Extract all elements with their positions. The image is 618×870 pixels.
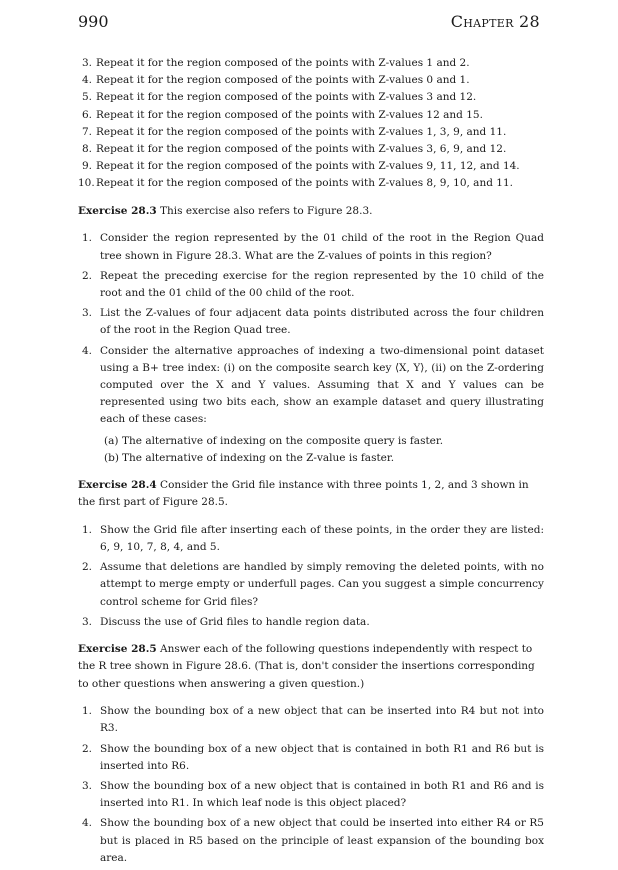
page-number: 990	[78, 12, 109, 31]
exercise-28-5-list	[78, 703, 544, 867]
list-item: 5. Repeat it for the region composed of the points with Z-values 3 and 12.	[81, 91, 477, 104]
list-item: 1. Show the bounding box of a new object that can be inserted into R4 but not into R3.	[81, 705, 544, 735]
list-item: 3. Show the bounding box of a new object that is contained in both R1 and R6 and is inserted into R1. In which leaf node is this object placed?	[81, 780, 544, 810]
list-item: 1. Consider the region represented by the 01 child of the root in the Region Quad tree shown in Figure 28.3. What are the Z-values of points in this region?	[81, 232, 544, 262]
list-item: (b) The alternative of indexing on the Z-value is faster.	[104, 451, 395, 464]
list-item: 10. Repeat it for the region composed of the points with Z-values 8, 9, 10, and 11.	[78, 177, 513, 190]
exercise-28-3-list	[78, 230, 544, 467]
list-item: 1. Show the Grid file after inserting each of these points, in the order they are listed: 6, 9, 10, 7, 8, 4, and 5.	[81, 523, 544, 554]
list-item: 4. Consider the alternative approaches of indexing a two-dimensional point dataset using a B+ tree index: (i) on the composite search key ⟨X, Y⟩, (ii) on the Z-ordering computed over the X and Y values. Assuming that X and Y values can be represented using two bits each, show an example dataset and query illustrating each of these cases: (a) The alternative of indexing on the composite query is faster. (b) The alternative of indexing on the Z-value is faster.	[78, 343, 544, 467]
exercise-28-3-sublist	[100, 433, 544, 467]
list-item: 7. Repeat it for the region composed of the points with Z-values 1, 3, 9, and 11.	[81, 125, 507, 138]
list-item: (a) The alternative of indexing on the composite query is faster.	[104, 434, 444, 447]
list-item: 2. Repeat the preceding exercise for the region represented by the 10 child of the root and the 01 child of the 00 child of the root.	[81, 269, 544, 299]
running-header	[78, 12, 540, 34]
chapter-title: Chapter 28	[450, 12, 540, 31]
exercise-28-5-title: Exercise 28.5	[78, 643, 157, 656]
exercise-28-4-intro: Exercise 28.4 Consider the Grid file instance with three points 1, 2, and 3 shown in the first part of Figure 28.5.	[78, 478, 529, 509]
list-item: 3. List the Z-values of four adjacent data points distributed across the four children of the root in the Region Quad tree.	[81, 307, 544, 337]
exercise-28-5-intro: Exercise 28.5 Answer each of the following questions independently with respect to the R tree shown in Figure 28.6. (That is, don't consider the insertions corresponding to other questions when answering a given question.)	[78, 643, 535, 690]
list-item: 8. Repeat it for the region composed of the points with Z-values 3, 6, 9, and 12.	[81, 143, 507, 156]
list-item: 4. Show the bounding box of a new object that could be inserted into either R4 or R5 but is placed in R5 based on the principle of least expansion of the bounding box area.	[81, 817, 544, 864]
list-item: 3. Discuss the use of Grid files to handle region data.	[81, 615, 370, 628]
list-item: 3. Repeat it for the region composed of the points with Z-values 1 and 2.	[81, 57, 470, 69]
list-item: 6. Repeat it for the region composed of the points with Z-values 12 and 15.	[81, 108, 483, 121]
list-item: 2. Show the bounding box of a new object that is contained in both R1 and R6 but is inserted into R6.	[81, 742, 544, 772]
region-question-list	[78, 55, 544, 193]
page-body	[78, 55, 544, 870]
exercise-28-3-title: Exercise 28.3	[78, 204, 157, 217]
exercise-28-3-intro: Exercise 28.3 This exercise also refers to Figure 28.3.	[78, 204, 373, 217]
exercise-28-4-list	[78, 522, 544, 631]
list-item: 9. Repeat it for the region composed of the points with Z-values 9, 11, 12, and 14.	[81, 160, 520, 173]
list-item: 2. Assume that deletions are handled by simply removing the deleted points, with no attempt to merge empty or underfull pages. Can you suggest a simple concurrency control scheme for Grid files?	[81, 561, 544, 608]
exercise-28-4-title: Exercise 28.4	[78, 478, 157, 491]
list-item: 4. Repeat it for the region composed of the points with Z-values 0 and 1.	[81, 74, 470, 87]
